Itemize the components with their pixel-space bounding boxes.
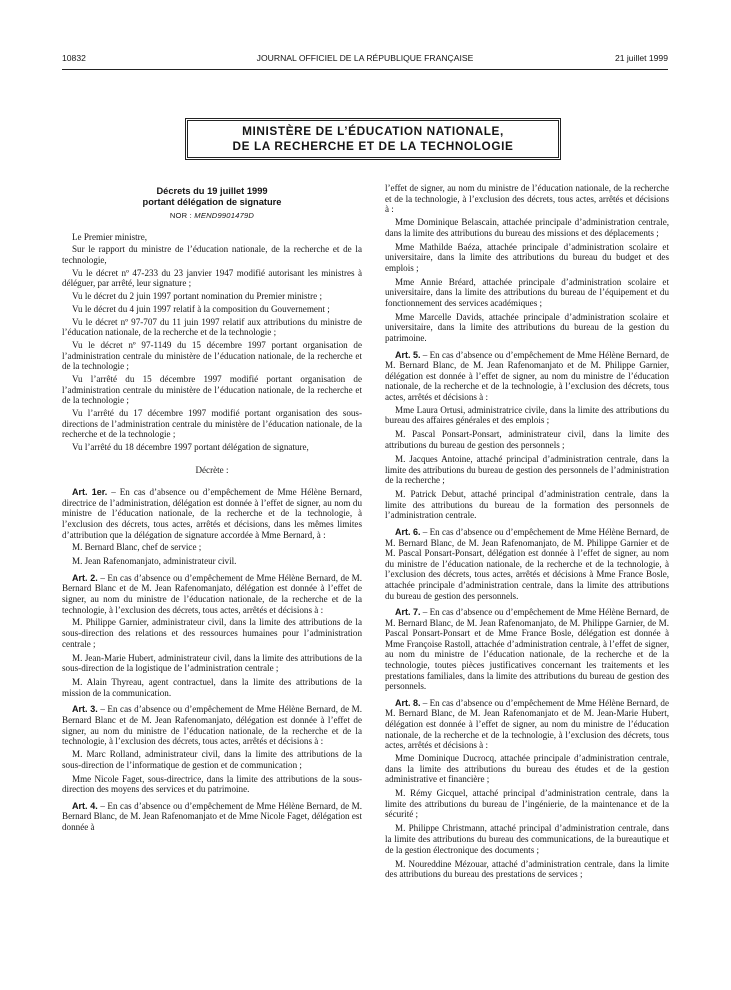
article-label: Art. 8. — [395, 697, 421, 708]
preamble-line: Vu l’arrêté du 15 décembre 1997 modifié portant organisation de l’administration centrale du ministère de l’éducation nationale, de la recherche et de la technologie ; — [62, 374, 362, 406]
delegate-entry: Mme Marcelle Davids, attachée principale d’administration scolaire et universitaire, dans la limite des attributions du bureau de la gestion du patrimoine. — [385, 311, 669, 344]
delegate-entry: Mme Dominique Ducrocq, attachée principale d’administration centrale, dans la limite des attributions du bureau des études et de la gestion administrative et financière ; — [385, 753, 669, 785]
article-1 — [62, 487, 362, 540]
decree-title-line-1: Décrets du 19 juillet 1999 — [156, 186, 268, 196]
decree-title — [62, 186, 362, 208]
article-text: – En cas d’absence ou d’empêchement de Mme Hélène Bernard, directrice de l’administration, délégation est donnée à l’effet de signer, au nom du ministre de l’éducation nationale, de la recherche et de la technologie, à l’exclusion des décrets, tous actes, arrêtés et décisions, dans les mêmes limites d’attribution que la délégation de signature accordée à Mme Bernard, à : — [62, 487, 362, 540]
delegate-entry: M. Pascal Ponsart-Ponsart, administrateur civil, dans la limite des attributions du bureau de gestion des personnels ; — [385, 429, 669, 450]
decree-title-line-2: portant délégation de signature — [142, 197, 282, 207]
delegate-entry: M. Bernard Blanc, chef de service ; — [72, 542, 202, 553]
delegate-entry: M. Alain Thyreau, agent contractuel, dans la limite des attributions de la mission de la communication. — [62, 677, 362, 698]
article-6 — [385, 527, 669, 601]
ministry-heading — [187, 120, 559, 158]
preamble-line: Vu l’arrêté du 18 décembre 1997 portant délégation de signature, — [72, 441, 309, 452]
delegate-entry: M. Jacques Antoine, attaché principal d’administration centrale, dans la limite des attributions du bureau de gestion des personnels de l’administration de la recherche ; — [385, 453, 669, 486]
article-text: – En cas d’absence ou d’empêchement de Mme Hélène Bernard, de M. Bernard Blanc, de M. Jean Rafenomanjato, de M. Philippe Garnier, de M. Pascal Ponsart-Ponsart et de Mme France Bosle, délégation est donnée à Mme Françoise Rastoll, attachée d’administration centrale, à l’effet de signer, au nom du ministre de l’éducation nationale, de la recherche et de la technologie, toutes pièces justificatives concernant les traitements et les prestations familiales, dans la limite des attributions du bureau de gestion des personnels. — [385, 607, 669, 692]
article-3 — [62, 704, 362, 746]
decrete-heading: Décrète : — [195, 464, 229, 475]
article-text: – En cas d’absence ou d’empêchement de Mme Hélène Bernard, de M. Bernard Blanc, de M. Jean Rafenomanjato et de Mme Nicole Faget, délégation est donnée à — [62, 800, 363, 832]
delegate-entry: Mme Laura Ortusi, administratrice civile, dans la limite des attributions du bureau des affaires générales et des emplois ; — [385, 404, 669, 426]
nor-code: MEND9901479D — [194, 211, 255, 220]
preamble-line: Le Premier ministre, — [72, 231, 148, 242]
article-label: Art. 5. — [395, 349, 421, 360]
nor-label: NOR : — [169, 211, 192, 220]
article-label: Art. 6. — [395, 526, 421, 537]
delegate-entry: M. Rémy Gicquel, attaché principal d’administration centrale, dans la limite des attributions du bureau de l’ingénierie, de la maintenance et de la sécurité ; — [385, 788, 669, 820]
preamble-line: Vu le décret du 4 juin 1997 relatif à la composition du Gouvernement ; — [72, 303, 330, 314]
delegate-entry: Mme Annie Bréard, attachée principale d’administration scolaire et universitaire, dans la limite des attributions du bureau de l’équipement et du fonctionnement des services académiques ; — [385, 276, 669, 308]
article-text: – En cas d’absence ou d’empêchement de Mme Hélène Bernard, de M. Bernard Blanc, de M. Jean Rafenomanjato, de M. Philippe Garnier et de M. Pascal Ponsart-Ponsart, délégation est donnée à l’effet de signer, au nom du ministre de l’éducation nationale, de la recherche et de la technologie, à l’exclusion des décrets, tous actes, arrêtés et décisions à Mme France Bosle, attachée principale d’administration centrale, dans la limite des attributions du bureau de gestion des personnels. — [385, 526, 669, 601]
article-text: – En cas d’absence ou d’empêchement de Mme Hélène Bernard, de M. Bernard Blanc, de M. Jean Rafenomanjato et de M. Jean-Marie Hubert, délégation est donnée à l’effet de signer, au nom du ministre de l’éducation nationale, de la recherche et de la technologie, à l’exclusion des décrets, tous actes, arrêtés et décisions à : — [385, 697, 669, 751]
article-7 — [385, 607, 669, 692]
article-2 — [62, 573, 362, 615]
right-column — [385, 183, 669, 883]
delegate-entry: Mme Dominique Belascain, attachée principale d’administration centrale, dans la limite des attributions du bureau des missions et des déplacements ; — [385, 216, 669, 238]
delegate-entry: M. Marc Rolland, administrateur civil, dans la limite des attributions de la sous-direction de l’informatique de gestion et de communication ; — [62, 748, 362, 770]
article-4 — [62, 801, 362, 833]
nor-reference — [62, 211, 362, 222]
preamble-line: Vu le décret nº 47-233 du 23 janvier 1947 modifié autorisant les ministres à déléguer, par arrêté, leur signature ; — [62, 267, 362, 289]
ministry-line-1: MINISTÈRE DE L’ÉDUCATION NATIONALE, — [242, 124, 504, 138]
left-column — [62, 186, 362, 835]
article-text: – En cas d’absence ou d’empêchement de Mme Hélène Bernard, de M. Bernard Blanc et de M. Jean Rafenomanjato, délégation est donnée à l’effet de signer, au nom du ministre de l’éducation nationale, de la recherche et de la technologie, à l’exclusion des décrets, tous actes, arrêtés et décisions à : — [62, 572, 363, 615]
delegate-entry: Mme Nicole Faget, sous-directrice, dans la limite des attributions de la sous-direction des moyens des services et du patrimoine. — [62, 773, 362, 795]
article-label: Art. 3. — [72, 704, 98, 715]
delegate-entry: M. Jean-Marie Hubert, administrateur civil, dans la limite des attributions de la sous-direction de la logistique de l’administration centrale ; — [62, 652, 362, 674]
preamble-line: Vu le décret du 2 juin 1997 portant nomination du Premier ministre ; — [72, 291, 322, 302]
article-text: – En cas d’absence ou d’empêchement de Mme Hélène Bernard, de M. Bernard Blanc, de M. Jean Rafenomanjato et de M. Philippe Garnier, délégation est donnée à l’effet de signer, au nom du ministre de l’éducation nationale, de la recherche et de la technologie, à l’exclusion des décrets, tous actes, arrêtés et décisions à : — [385, 349, 669, 403]
page-number: 10832 — [62, 53, 86, 63]
article-text: – En cas d’absence ou d’empêchement de Mme Hélène Bernard, de M. Bernard Blanc et de M. Jean Rafenomanjato, délégation est donnée à l’effet de signer, au nom du ministre de l’éducation nationale, de la recherche et de la technologie, à l’exclusion des décrets, tous actes, arrêtés et décisions à : — [62, 704, 363, 747]
preamble-line: Vu le décret nº 97-1149 du 15 décembre 1997 portant organisation de l’administration centrale du ministère de l’éducation nationale, de la recherche et de la technologie ; — [62, 340, 362, 372]
article-label: Art. 1er. — [72, 487, 108, 498]
article-4-continuation: l’effet de signer, au nom du ministre de l’éducation nationale, de la recherche et de la technologie, à l’exclusion des décrets, tous actes, arrêtés et décisions à : — [385, 183, 669, 215]
delegate-entry: M. Noureddine Mézouar, attaché d’administration centrale, dans la limite des attributions du bureau des prestations de services ; — [385, 858, 669, 880]
preamble-line: Vu le décret nº 97-707 du 11 juin 1997 relatif aux attributions du ministre de l’éducation nationale, de la recherche et de la technologie ; — [62, 316, 362, 338]
ministry-box — [185, 118, 561, 160]
preamble-line: Vu l’arrêté du 17 décembre 1997 modifié portant organisation des sous-directions de l’administration centrale du ministère de l’éducation nationale, de la recherche et de la technologie ; — [62, 408, 362, 440]
delegate-entry: M. Patrick Debut, attaché principal d’administration centrale, dans la limite des attributions du bureau de la formation des personnels de l’administration centrale. — [385, 489, 669, 521]
article-label: Art. 4. — [72, 800, 98, 811]
article-8 — [385, 698, 669, 751]
delegate-entry: M. Philippe Christmann, attaché principal d’administration centrale, dans la limite des attributions du bureau des communications, de la bureautique et de la gestion électronique des documents ; — [385, 823, 669, 855]
page-header — [62, 53, 668, 67]
ministry-line-2: DE LA RECHERCHE ET DE LA TECHNOLOGIE — [232, 139, 514, 153]
header-rule — [62, 69, 668, 70]
preamble — [62, 232, 362, 453]
article-label: Art. 2. — [72, 572, 98, 583]
delegate-entry: M. Philippe Garnier, administrateur civil, dans la limite des attributions de la sous-direction des relations et des ressources humaines pour l’administration centrale ; — [62, 617, 362, 649]
preamble-line: Sur le rapport du ministre de l’éducation nationale, de la recherche et de la technologie, — [62, 244, 362, 265]
delegate-entry: Mme Mathilde Baéza, attachée principale d’administration scolaire et universitaire, dans la limite des attributions du bureau du budget et des emplois ; — [385, 241, 669, 273]
article-5 — [385, 350, 669, 403]
article-label: Art. 7. — [395, 607, 421, 618]
journal-title: JOURNAL OFFICIEL DE LA RÉPUBLIQUE FRANÇAISE — [256, 53, 474, 63]
issue-date: 21 juillet 1999 — [614, 53, 668, 63]
delegate-entry: M. Jean Rafenomanjato, administrateur civil. — [72, 556, 237, 567]
